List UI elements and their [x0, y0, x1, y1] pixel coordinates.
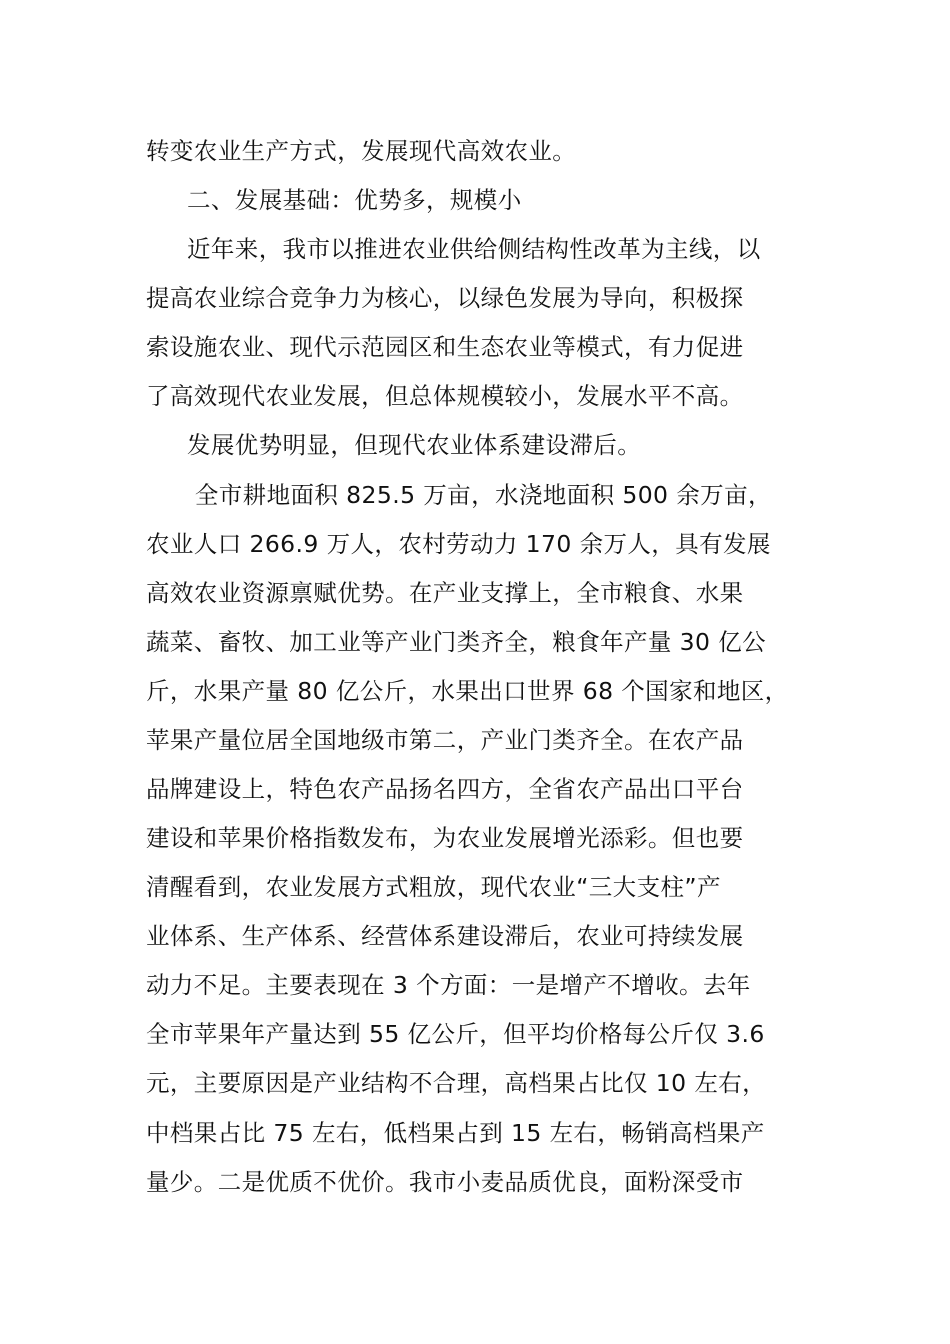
paragraph-line: 量少。二是优质不优价。我市小麦品质优良，面粉深受市	[146, 1168, 744, 1196]
paragraph-line: 建设和苹果价格指数发布，为农业发展增光添彩。但也要	[146, 824, 744, 852]
paragraph-line: 清醒看到，农业发展方式粗放，现代农业“三大支柱”产	[146, 873, 721, 901]
section-heading: 二、发展基础：优势多，规模小	[187, 186, 522, 214]
paragraph-line: 蔬菜、畜牧、加工业等产业门类齐全，粮食年产量 30 亿公	[146, 628, 767, 656]
paragraph-line: 索设施农业、现代示范园区和生态农业等模式，有力促进	[146, 333, 744, 361]
paragraph-line: 动力不足。主要表现在 3 个方面：一是增产不增收。去年	[146, 971, 751, 999]
paragraph-line: 中档果占比 75 左右，低档果占到 15 左右，畅销高档果产	[146, 1119, 765, 1147]
paragraph-line: 了高效现代农业发展，但总体规模较小，发展水平不高。	[146, 382, 744, 410]
paragraph-line: 全市耕地面积 825.5 万亩，水浇地面积 500 余万亩，	[187, 481, 772, 509]
paragraph-line: 转变农业生产方式，发展现代高效农业。	[146, 137, 577, 165]
paragraph-line: 苹果产量位居全国地级市第二，产业门类齐全。在农产品	[146, 726, 744, 754]
paragraph-line: 斤，水果产量 80 亿公斤，水果出口世界 68 个国家和地区，	[146, 677, 789, 705]
subheading: 发展优势明显，但现代农业体系建设滞后。	[187, 431, 642, 459]
paragraph-line: 农业人口 266.9 万人，农村劳动力 170 余万人，具有发展	[146, 530, 771, 558]
paragraph-line: 品牌建设上，特色农产品扬名四方，全省农产品出口平台	[146, 775, 744, 803]
paragraph-line: 近年来，我市以推进农业供给侧结构性改革为主线，以	[187, 235, 761, 263]
paragraph-line: 高效农业资源禀赋优势。在产业支撑上，全市粮食、水果	[146, 579, 744, 607]
paragraph-line: 提高农业综合竞争力为核心，以绿色发展为导向，积极探	[146, 284, 744, 312]
paragraph-line: 全市苹果年产量达到 55 亿公斤，但平均价格每公斤仅 3.6	[146, 1020, 765, 1048]
paragraph-line: 业体系、生产体系、经营体系建设滞后，农业可持续发展	[146, 922, 744, 950]
paragraph-line: 元，主要原因是产业结构不合理，高档果占比仅 10 左右，	[146, 1069, 767, 1097]
